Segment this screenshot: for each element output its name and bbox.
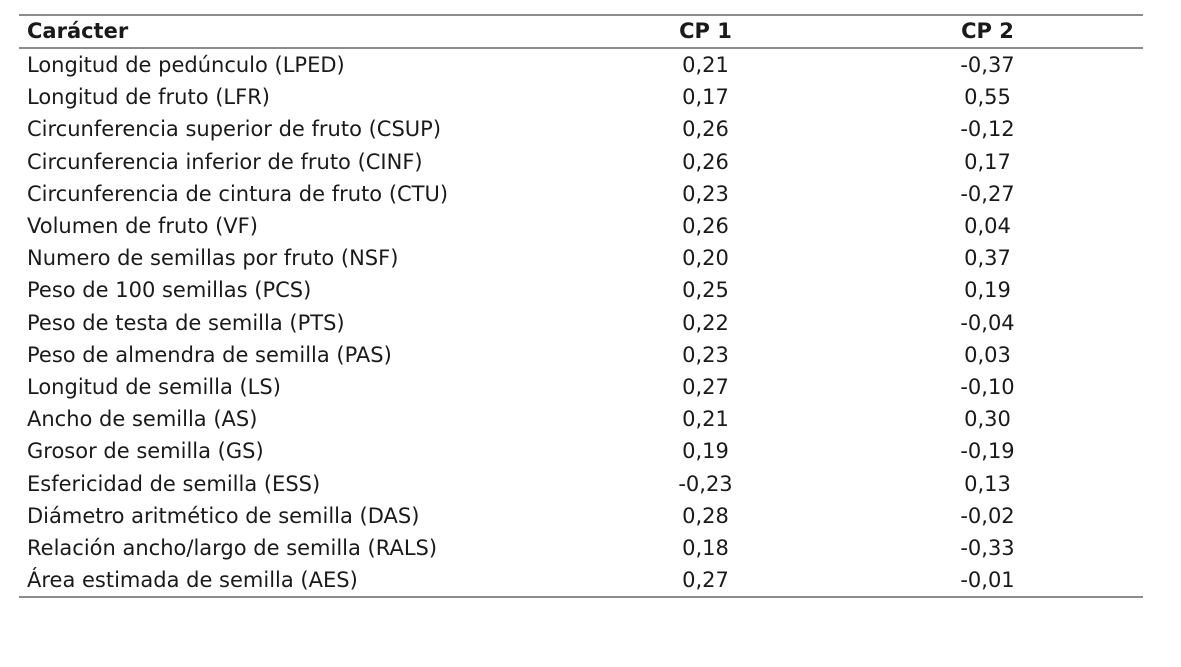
- cell-caracter: Circunferencia inferior de fruto (CINF): [27, 149, 423, 174]
- table-row: [19, 113, 1143, 145]
- cell-caracter: Volumen de fruto (VF): [27, 214, 258, 239]
- cell-cp1: 0,26: [682, 117, 729, 142]
- cell-cp1: 0,23: [682, 181, 729, 206]
- cell-caracter: Longitud de fruto (LFR): [27, 85, 270, 110]
- cell-cp1: 0,26: [682, 149, 729, 174]
- cell-caracter: Diámetro aritmético de semilla (DAS): [27, 503, 420, 528]
- cell-cp2: -0,02: [960, 503, 1015, 528]
- cell-cp2: 0,04: [964, 214, 1011, 239]
- cell-cp1: 0,22: [682, 310, 729, 335]
- cell-cp1: 0,23: [682, 342, 729, 367]
- cell-cp2: 0,03: [964, 342, 1011, 367]
- cell-caracter: Relación ancho/largo de semilla (RALS): [27, 535, 438, 560]
- cell-caracter: Grosor de semilla (GS): [27, 439, 264, 464]
- cell-caracter: Ancho de semilla (AS): [27, 407, 258, 432]
- cell-cp1: 0,18: [682, 535, 729, 560]
- header-cp2: CP 2: [961, 19, 1014, 43]
- cell-caracter: Peso de 100 semillas (PCS): [27, 278, 312, 303]
- table-row: [19, 339, 1143, 371]
- cell-cp1: -0,23: [678, 471, 733, 496]
- table-body: [19, 48, 1143, 597]
- table-row: [19, 274, 1143, 306]
- cell-cp1: 0,21: [682, 407, 729, 432]
- cell-cp2: 0,17: [964, 149, 1011, 174]
- header-caracter: Carácter: [27, 19, 129, 43]
- cell-cp2: -0,01: [960, 568, 1015, 593]
- header-cp1: CP 1: [679, 19, 732, 43]
- table-row: [19, 435, 1143, 467]
- table-row: [19, 210, 1143, 242]
- data-table: [19, 14, 1143, 598]
- table-header-row: [19, 15, 1143, 48]
- table-row: [19, 48, 1143, 81]
- table-row: [19, 564, 1143, 597]
- cell-caracter: Longitud de semilla (LS): [27, 374, 281, 399]
- cell-cp1: 0,20: [682, 246, 729, 271]
- table-row: [19, 146, 1143, 178]
- cell-cp2: -0,33: [960, 535, 1015, 560]
- cell-caracter: Circunferencia superior de fruto (CSUP): [27, 117, 442, 142]
- cell-caracter: Esfericidad de semilla (ESS): [27, 471, 321, 496]
- cell-caracter: Peso de almendra de semilla (PAS): [27, 342, 392, 367]
- cell-caracter: Área estimada de semilla (AES): [27, 568, 358, 593]
- cell-cp1: 0,25: [682, 278, 729, 303]
- cell-cp2: -0,27: [960, 181, 1015, 206]
- table-row: [19, 178, 1143, 210]
- cell-caracter: Circunferencia de cintura de fruto (CTU): [27, 181, 449, 206]
- cell-cp2: -0,10: [960, 374, 1015, 399]
- cell-cp2: -0,37: [960, 53, 1015, 78]
- table-row: [19, 403, 1143, 435]
- cell-cp1: 0,17: [682, 85, 729, 110]
- table-row: [19, 500, 1143, 532]
- cell-cp1: 0,27: [682, 374, 729, 399]
- cell-cp1: 0,27: [682, 568, 729, 593]
- cell-cp2: 0,37: [964, 246, 1011, 271]
- cell-cp2: -0,12: [960, 117, 1015, 142]
- cell-cp2: 0,13: [964, 471, 1011, 496]
- table-row: [19, 242, 1143, 274]
- table-row: [19, 307, 1143, 339]
- table-row: [19, 81, 1143, 113]
- principal-components-table: [19, 14, 1143, 598]
- cell-caracter: Numero de semillas por fruto (NSF): [27, 246, 399, 271]
- table-row: [19, 467, 1143, 499]
- cell-cp2: -0,04: [960, 310, 1015, 335]
- cell-cp2: -0,19: [960, 439, 1015, 464]
- cell-cp1: 0,26: [682, 214, 729, 239]
- cell-cp1: 0,28: [682, 503, 729, 528]
- cell-cp2: 0,19: [964, 278, 1011, 303]
- table-row: [19, 371, 1143, 403]
- cell-caracter: Peso de testa de semilla (PTS): [27, 310, 345, 335]
- cell-cp1: 0,21: [682, 53, 729, 78]
- table-row: [19, 532, 1143, 564]
- cell-caracter: Longitud de pedúnculo (LPED): [27, 53, 345, 78]
- cell-cp2: 0,55: [964, 85, 1011, 110]
- cell-cp2: 0,30: [964, 407, 1011, 432]
- cell-cp1: 0,19: [682, 439, 729, 464]
